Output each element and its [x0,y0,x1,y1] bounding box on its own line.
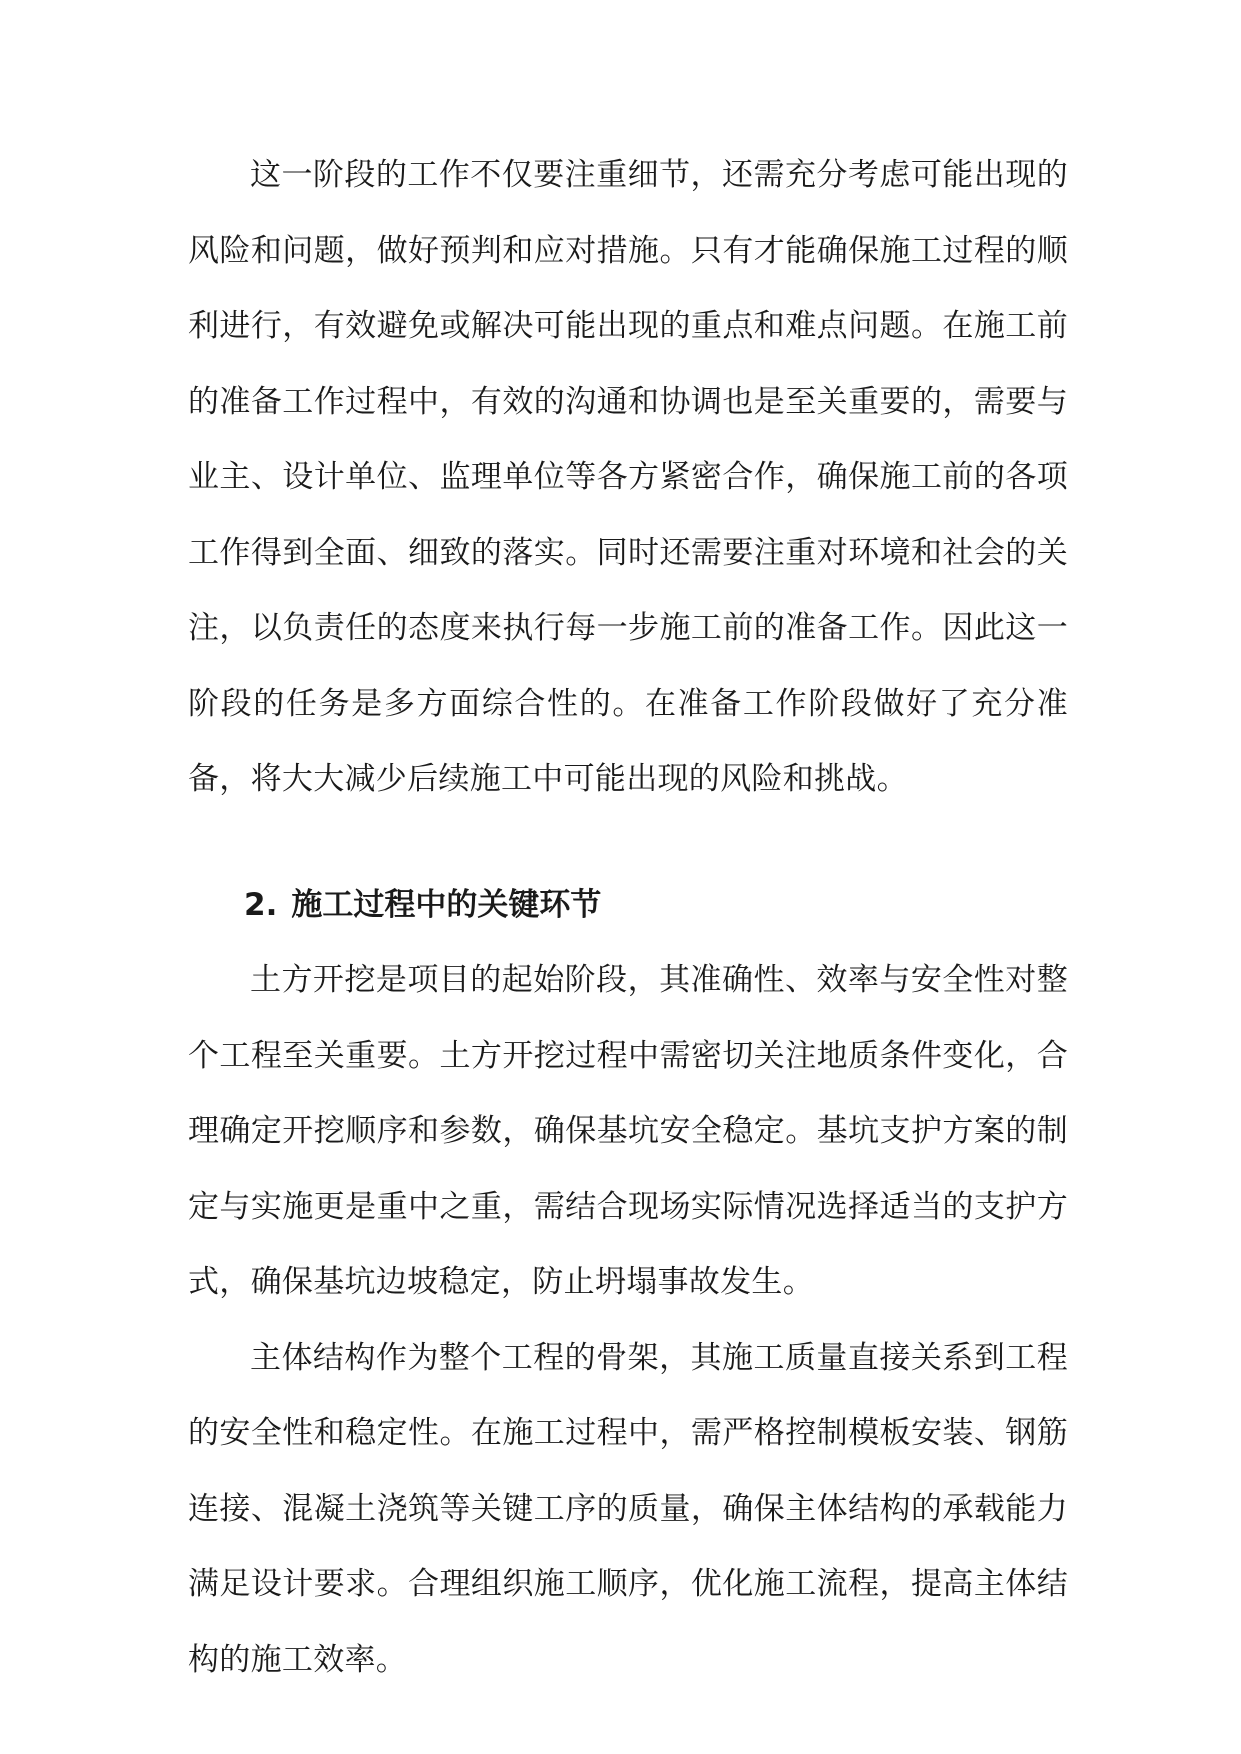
body-paragraph-preparation: 这一阶段的工作不仅要注重细节，还需充分考虑可能出现的风险和问题，做好预判和应对措施。只有才能确保施工过程的顺利进行，有效避免或解决可能出现的重点和难点问题。在施工前的准备工作过程中，有效的沟通和协调也是至关重要的，需要与业主、设计单位、监理单位等各方紧密合作，确保施工前的各项工作得到全面、细致的落实。同时还需要注重对环境和社会的关注，以负责任的态度来执行每一步施工前的准备工作。因此这一阶段的任务是多方面综合性的。在准备工作阶段做好了充分准备，将大大减少后续施工中可能出现的风险和挑战。 [188,157,1068,797]
document-body [188,138,1068,1698]
body-paragraph-earthwork: 土方开挖是项目的起始阶段，其准确性、效率与安全性对整个工程至关重要。土方开挖过程中需密切关注地质条件变化，合理确定开挖顺序和参数，确保基坑安全稳定。基坑支护方案的制定与实施更是重中之重，需结合现场实际情况选择适当的支护方式，确保基坑边坡稳定，防止坍塌事故发生。 [188,962,1068,1300]
body-paragraph-main-structure: 主体结构作为整个工程的骨架，其施工质量直接关系到工程的安全性和稳定性。在施工过程中，需严格控制模板安装、钢筋连接、混凝土浇筑等关键工序的质量，确保主体结构的承载能力满足设计要求。合理组织施工顺序，优化施工流程，提高主体结构的施工效率。 [188,1339,1068,1678]
section-title: 施工过程中的关键环节 [291,886,602,923]
section-spacer [188,818,1068,868]
section-number: 2. [244,886,278,923]
section-heading [188,868,1068,944]
